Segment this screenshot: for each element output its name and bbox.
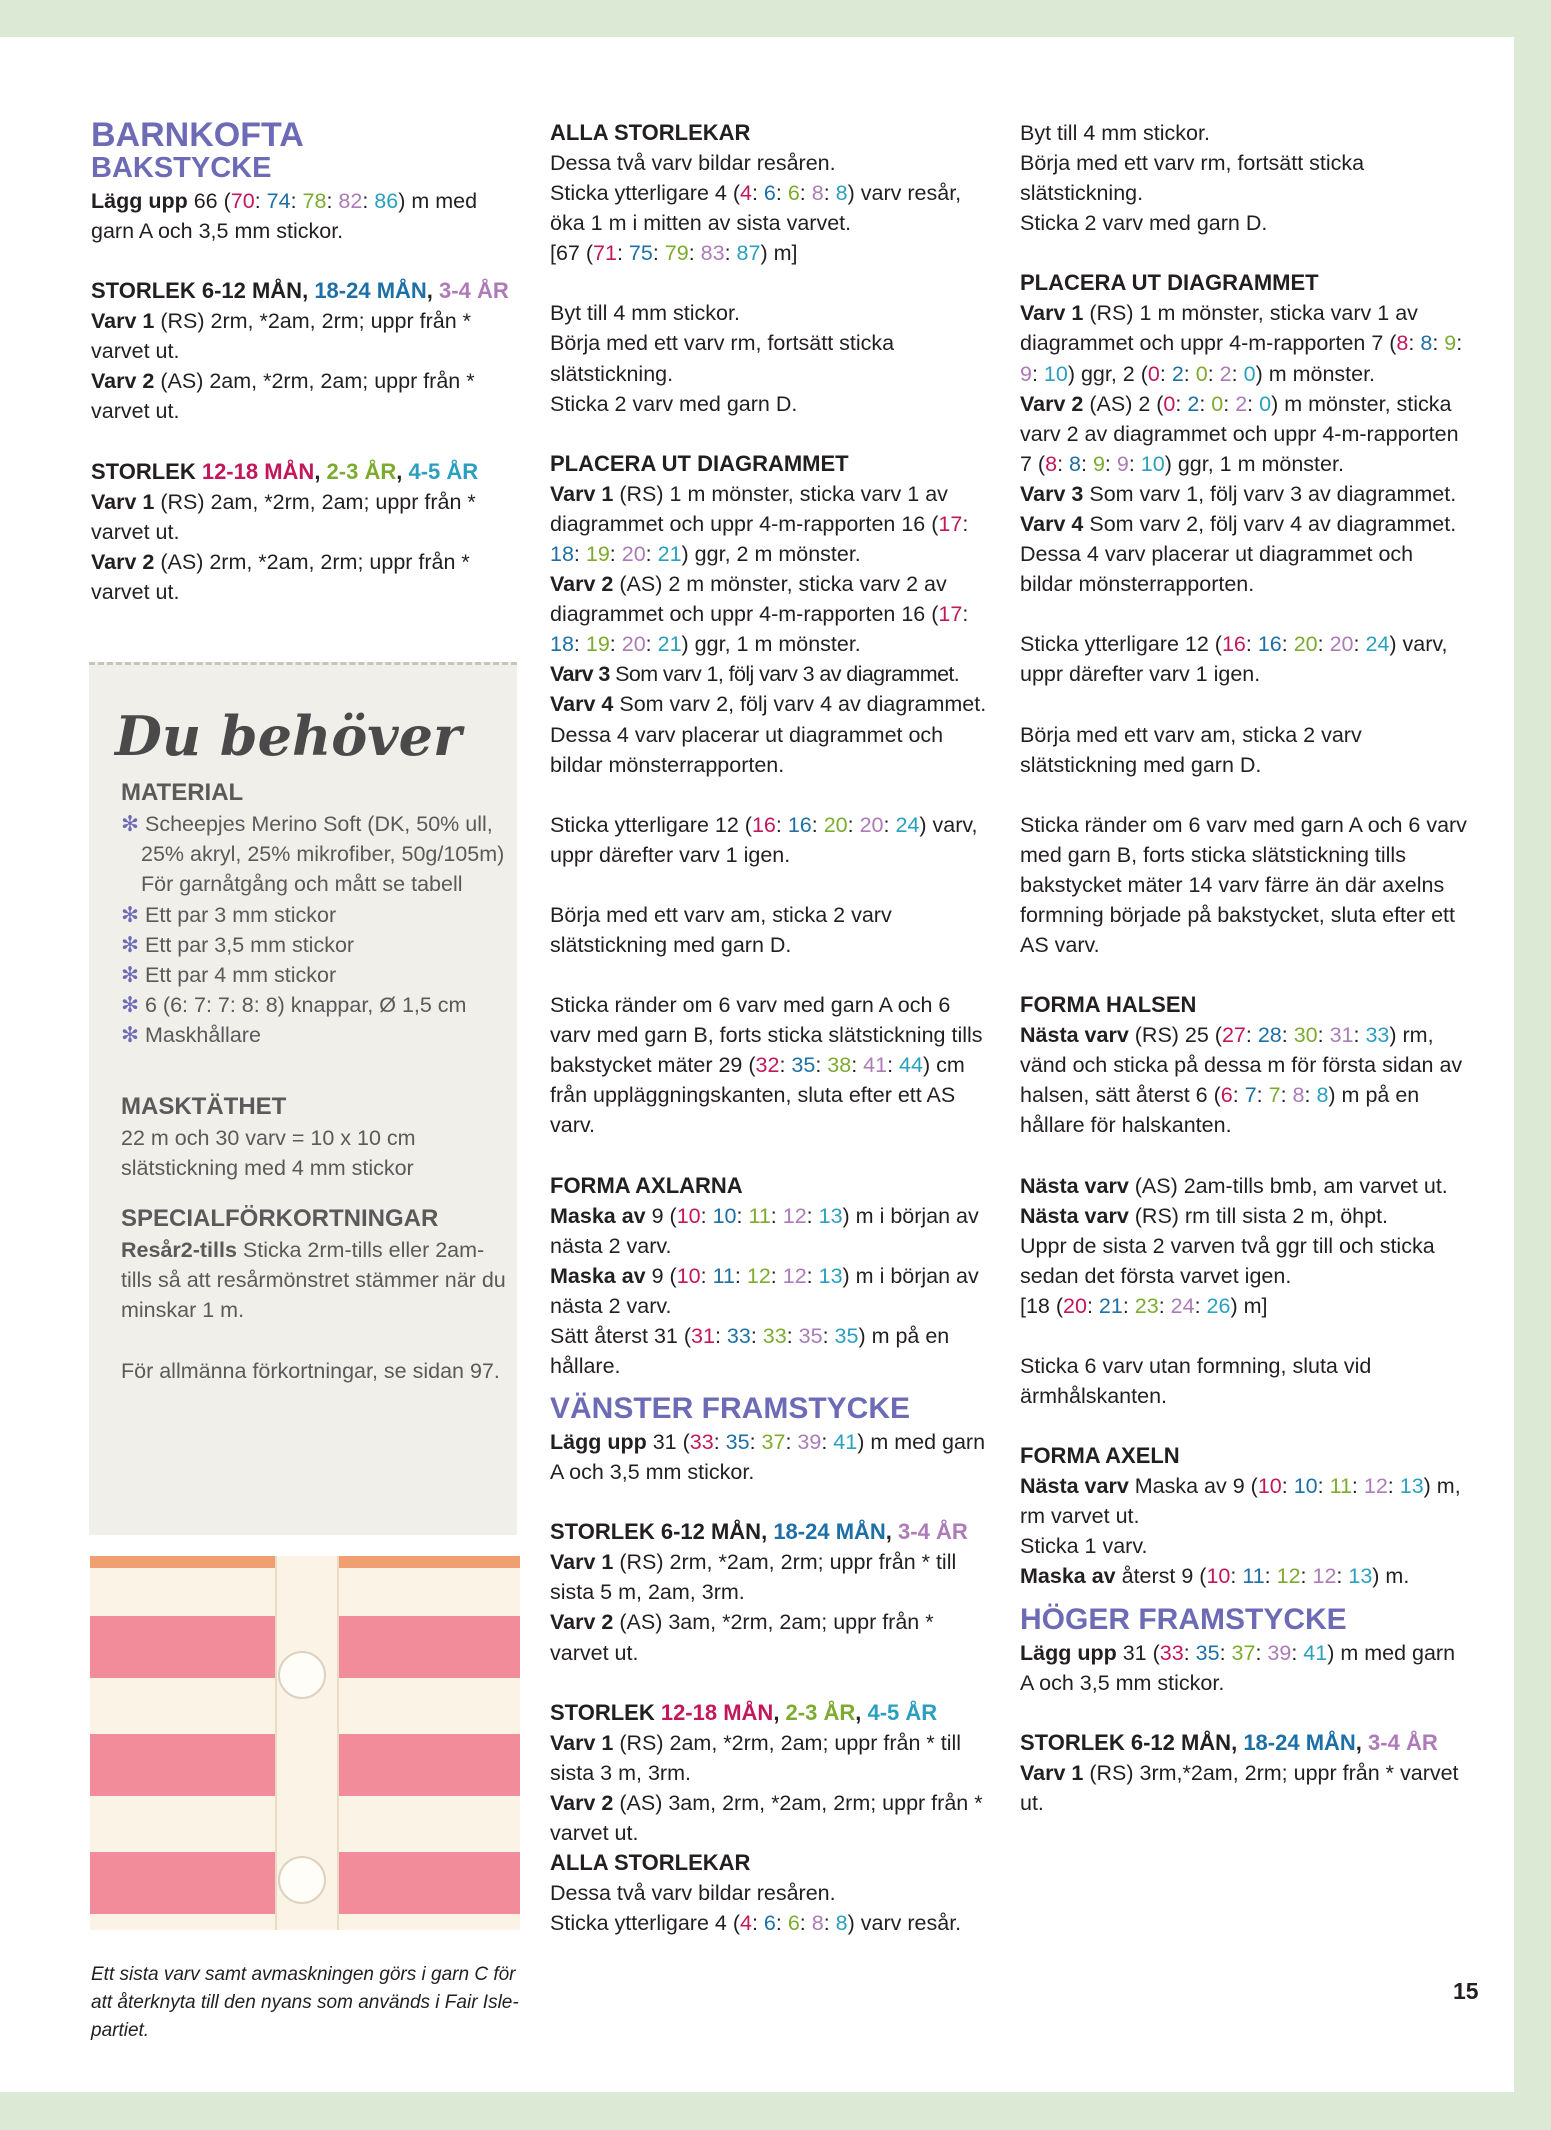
material-item: ✻ Ett par 3 mm stickor <box>121 902 337 927</box>
photo-caption: Ett sista varv samt avmaskningen görs i garn C för att återknyta till den nyans som används i Fair Isle-partiet. <box>91 1964 519 2041</box>
box-heading: Du behöver <box>115 704 462 768</box>
shoulders-heading: FORMA AXLARNA <box>550 1172 743 1198</box>
column-3: Byt till 4 mm stickor. Börja med ett varv rm, fortsätt sticka slätstickning. Sticka 2 varv med garn D. PLACERA UT DIAGRAMMET Varv 1 (RS) 1 m mönster, sticka varv 1 av diagrammet och uppr 4-m-rapporten 7 (8: 8: 9: 9: 10) ggr, 2 (0: 2: 0: 2: 0) m mönster. Varv 2 (AS) 2 (0: 2: 0: 2: 0) m mönster, sticka varv 2 av diagrammet och uppr 4-m-rapporten 7 (8: 8: 9: 9: 10) ggr, 1 m mönster. Varv 3 Som varv 1, följ varv 3 av diagrammet. Varv 4 Som varv 2, följ varv 4 av diagrammet. Dessa 4 varv placerar ut diagrammet och bildar mönsterrapporten. Sticka ytterligare 12 (16: 16: 20: 20: 24) varv, uppr därefter varv 1 igen. Börja med ett varv am, sticka 2 varv slätstickning med garn D. Sticka ränder om 6 varv med garn A och 6 varv med garn B, forts sticka slätstickning tills bakstycket mäter 14 varv färre än där axelns formning började på bakstycket, sluta efter ett AS varv. FORMA HALSEN Nästa varv (RS) 25 (27: 28: 30: 31: 33) rm, vänd och sticka på dessa m för första sidan av halsen, sätt återst 6 (6: 7: 7: 8: 8) m på en hållare för halskanten. Nästa varv (AS) 2am-tills bmb, am varvet ut. Nästa varv (RS) rm till sista 2 m, öhpt. Uppr de sista 2 varven två ggr till och sticka sedan det första varvet igen. [18 (20: 21: 23: 24: 26) m] Sticka 6 varv utan formning, sluta vid ärmhålskanten. FORMA AXELN Nästa varv Maska av 9 (10: 10: 11: 12: 13) m, rm varvet ut. Sticka 1 varv. Maska av återst 9 (10: 11: 12: 12: 13) m. HÖGER FRAMSTYCKE Lägg upp 31 (33: 35: 37: 39: 41) m med garn A och 3,5 mm stickor. STORLEK 6-12 MÅN, 18-24 MÅN, 3-4 ÅR Varv 1 (RS) 3rm,*2am, 2rm; uppr från * varvet ut. <box>1020 121 1467 1815</box>
material-title: MATERIAL <box>121 779 244 806</box>
button-icon <box>278 1651 326 1699</box>
row-2-b: Varv 2 (AS) 2rm, *2am, 2rm; uppr från * varvet ut. <box>91 549 470 604</box>
material-item: ✻ Ett par 4 mm stickor <box>121 963 337 988</box>
button-icon <box>278 1856 326 1904</box>
material-item: ✻ Maskhållare <box>121 1023 261 1048</box>
page-number: 15 <box>1453 1978 1479 2004</box>
snowflake-icon: ✻ <box>121 932 140 957</box>
row-1-a: Varv 1 (RS) 2rm, *2am, 2rm; uppr från * varvet ut. <box>91 309 471 364</box>
snowflake-icon: ✻ <box>121 993 140 1018</box>
place-chart-heading: PLACERA UT DIAGRAMMET <box>550 450 849 476</box>
special-text: Resår2-tills Sticka 2rm-tills eller 2am-tills så att resårmönstret stämmer när du minskar 1 m. <box>121 1238 506 1323</box>
size-heading-b: STORLEK 12-18 MÅN, 2-3 ÅR, 4-5 ÅR <box>91 458 479 484</box>
column-2: ALLA STORLEKAR Dessa två varv bildar resåren. Sticka ytterligare 4 (4: 6: 6: 8: 8) varv resår, öka 1 m i mitten av sista varvet. [67 (71: 75: 79: 83: 87) m] Byt till 4 mm stickor. Börja med ett varv rm, fortsätt sticka slätstickning. Sticka 2 varv med garn D. PLACERA UT DIAGRAMMET Varv 1 (RS) 1 m mönster, sticka varv 1 av diagrammet och uppr 4-m-rapporten 16 (17: 18: 19: 20: 21) ggr, 2 m mönster. Varv 2 (AS) 2 m mönster, sticka varv 2 av diagrammet och uppr 4-m-rapporten 16 (17: 18: 19: 20: 21) ggr, 1 m mönster. Varv 3 Som varv 1, följ varv 3 av diagrammet. Varv 4 Som varv 2, följ varv 4 av diagrammet. Dessa 4 varv placerar ut diagrammet och bildar mönsterrapporten. Sticka ytterligare 12 (16: 16: 20: 20: 24) varv, uppr därefter varv 1 igen. Börja med ett varv am, sticka 2 varv slätstickning med garn D. Sticka ränder om 6 varv med garn A och 6 varv med garn B, forts sticka slätstickning tills bakstycket mäter 29 (32: 35: 38: 41: 44) cm från uppläggningskanten, sluta efter ett AS varv. FORMA AXLARNA Maska av 9 (10: 10: 11: 12: 13) m i början av nästa 2 varv. Maska av 9 (10: 11: 12: 12: 13) m i början av nästa 2 varv. Sätt återst 31 (31: 33: 33: 35: 35) m på en hållare. VÄNSTER FRAMSTYCKE Lägg upp 31 (33: 35: 37: 39: 41) m med garn A och 3,5 mm stickor. STORLEK 6-12 MÅN, 18-24 MÅN, 3-4 ÅR Varv 1 (RS) 2rm, *2am, 2rm; uppr från * till sista 5 m, 2am, 3rm. Varv 2 (AS) 3am, *2rm, 2am; uppr från * varvet ut. STORLEK 12-18 MÅN, 2-3 ÅR, 4-5 ÅR Varv 1 (RS) 2am, *2rm, 2am; uppr från * till sista 3 m, 3rm. Varv 2 (AS) 3am, 2rm, *2am, 2rm; uppr från * varvet ut. ALLA STORLEKAR Dessa två varv bildar resåren. Sticka ytterligare 4 (4: 6: 6: 8: 8) varv resår. <box>550 118 990 1938</box>
material-item: ✻ Ett par 3,5 mm stickor <box>121 932 355 957</box>
gauge-text: 22 m och 30 varv = 10 x 10 cm slätstickning med 4 mm stickor <box>121 1125 416 1180</box>
section-title: BAKSTYCKE <box>91 152 272 184</box>
material-item: ✻ Scheepjes Merino Soft (DK, 50% ull, 25% akryl, 25% mikrofiber, 50g/105m) För garnåtgång och mått se tabell <box>121 812 505 897</box>
row-1-b: Varv 1 (RS) 2am, *2rm, 2am; uppr från * varvet ut. <box>91 489 476 544</box>
snowflake-icon: ✻ <box>121 963 140 988</box>
left-front-heading: VÄNSTER FRAMSTYCKE <box>550 1392 911 1426</box>
snowflake-icon: ✻ <box>121 1023 140 1048</box>
material-item: ✻ 6 (6: 7: 7: 8: 8) knappar, Ø 1,5 cm <box>121 993 467 1018</box>
gauge-title: MASKTÄTHET <box>121 1092 287 1120</box>
column-1 <box>91 118 521 607</box>
snowflake-icon: ✻ <box>121 812 140 836</box>
general-abbrev-note: För allmänna förkortningar, se sidan 97. <box>121 1358 500 1383</box>
row-2-a: Varv 2 (AS) 2am, *2rm, 2am; uppr från * varvet ut. <box>91 369 475 424</box>
cast-on: Lägg upp 66 (70: 74: 78: 82: 86) m med garn A och 3,5 mm stickor. <box>91 189 478 244</box>
cardigan-photo <box>90 1556 520 1930</box>
special-title: SPECIALFÖRKORTNINGAR <box>121 1205 439 1233</box>
materials-box <box>89 662 517 1535</box>
snowflake-icon: ✻ <box>121 902 140 927</box>
pattern-title: BARNKOFTA <box>91 116 304 154</box>
size-heading-a: STORLEK 6-12 MÅN, 18-24 MÅN, 3-4 ÅR <box>91 278 509 304</box>
all-sizes-heading: ALLA STORLEKAR <box>550 120 751 145</box>
